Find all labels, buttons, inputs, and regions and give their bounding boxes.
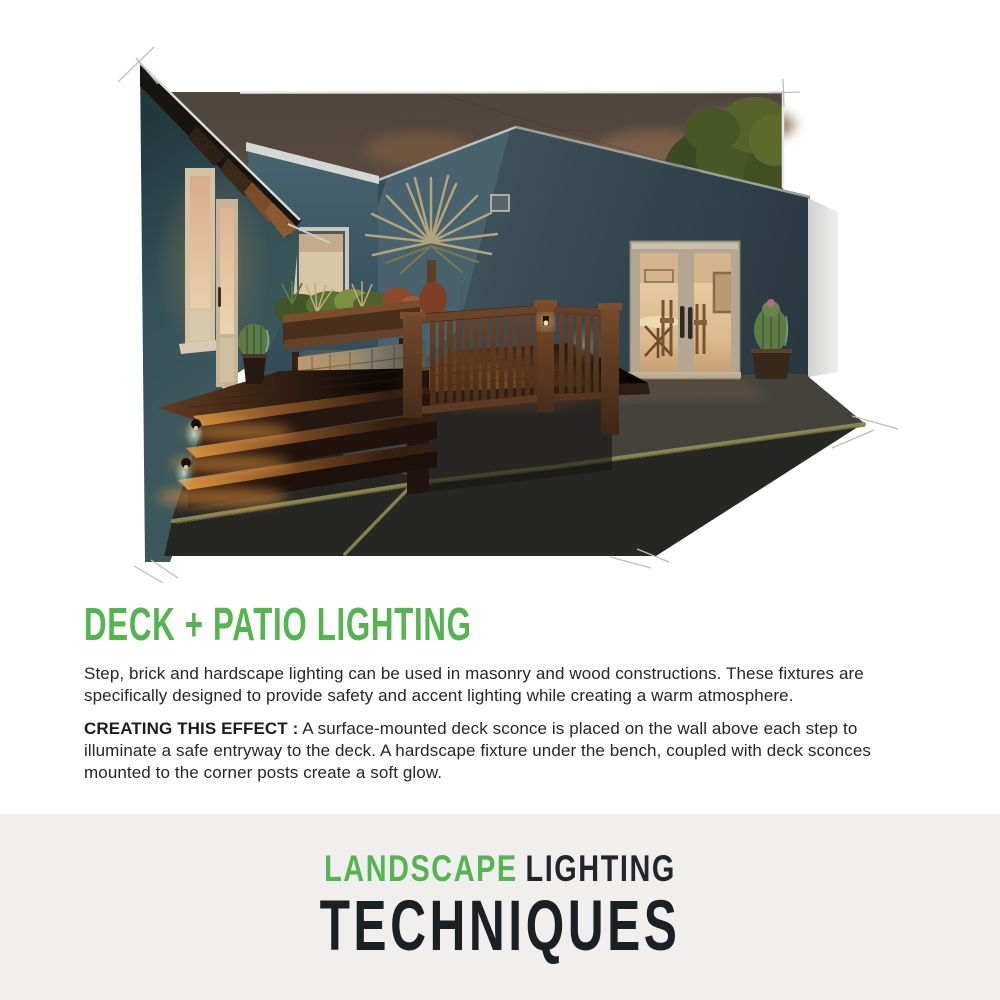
- content-section: [84, 598, 922, 795]
- railing-post: [403, 316, 422, 418]
- left-glass-door: [216, 199, 238, 387]
- picture-frame: [714, 273, 734, 312]
- gable-vent: [491, 195, 509, 211]
- brand-landscape: LANDSCAPE: [324, 848, 518, 889]
- effect-text: A surface-mounted deck sconce is placed on the wall above each step to illuminate a safe entryway to the deck. A hardscape fixture under the bench, coupled with deck sconces mounted to the corner posts create a soft glow.: [84, 719, 871, 782]
- page-curl: [808, 198, 838, 377]
- effect-label: CREATING THIS EFFECT :: [84, 719, 299, 738]
- intro-paragraph: Step, brick and hardscape lighting can be used in masonry and wood constructions. These fixtures are specifically designed to provide safety and accent lighting while creating a warm atmosphere.: [84, 664, 864, 705]
- brand-lighting: LIGHTING: [525, 848, 676, 889]
- brand-techniques: TECHNIQUES: [319, 887, 681, 966]
- door-handle-left: [680, 306, 685, 338]
- left-window: [179, 168, 221, 354]
- effect-paragraph: [84, 718, 922, 784]
- door-handle-right: [688, 307, 693, 339]
- threshold: [628, 372, 741, 378]
- balusters-right: [556, 308, 602, 401]
- railing-post: [601, 307, 619, 435]
- footer: [0, 814, 1000, 1000]
- brand-line: [110, 814, 890, 887]
- cactus-flower: [767, 299, 775, 307]
- door-handle: [218, 287, 221, 307]
- section-heading: DECK + PATIO LIGHTING: [84, 598, 472, 650]
